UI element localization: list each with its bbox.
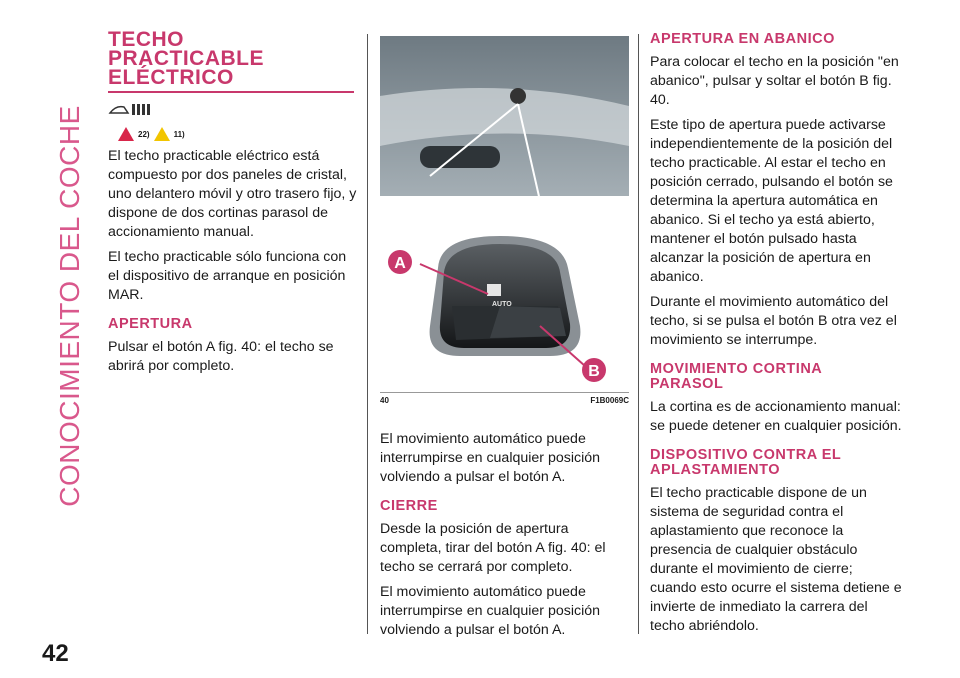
paragraph: El movimiento automático puede interrumpirse en cualquier posición volviendo a pulsar el botón A. xyxy=(380,431,601,485)
paragraph: La cortina es de accionamiento manual: se puede detener en cualquier posición. xyxy=(650,399,902,434)
figure-40-photo xyxy=(380,36,629,391)
paragraph: El techo practicable dispone de un sistema de seguridad contra el aplastamiento que reconoce la presencia de cualquier obstáculo durante el movimiento de cierre; cuando esto ocurre el sistema detiene e invierte de inmediato la carrera del techo abriéndolo. xyxy=(650,485,902,634)
paragraph: El techo practicable sólo funciona con el dispositivo de arranque en posición MAR. xyxy=(108,249,347,303)
column-divider xyxy=(638,34,639,634)
paragraph: Para colocar el techo en la posición "en abanico", pulsar y soltar el botón B fig. 40. xyxy=(650,54,899,108)
warning-icon xyxy=(118,127,134,141)
callout-a: A xyxy=(394,255,406,272)
column-left xyxy=(108,30,358,382)
heading-apertura-abanico: APERTURA EN ABANICO xyxy=(650,31,835,47)
sunroof-icon xyxy=(108,101,358,119)
heading-apertura: APERTURA xyxy=(108,316,193,332)
section-sidebar-title: CONOCIMIENTO DEL COCHE xyxy=(54,105,85,507)
heading-cortina-parasol: MOVIMIENTO CORTINA PARASOL xyxy=(650,361,823,392)
caption-rule xyxy=(380,392,629,393)
paragraph: Durante el movimiento automático del techo, si se pulsa el botón B otra vez el movimiento se interrumpe. xyxy=(650,294,897,348)
column-middle xyxy=(380,430,630,646)
page-title: TECHO PRACTICABLE ELÉCTRICO xyxy=(108,28,264,89)
paragraph: El movimiento automático puede interrumpirse en cualquier posición volviendo a pulsar el botón A. xyxy=(380,584,601,638)
paragraph: Desde la posición de apertura completa, tirar del botón A fig. 40: el techo se cerrará por completo. xyxy=(380,521,606,575)
paragraph: Pulsar el botón A fig. 40: el techo se abrirá por completo. xyxy=(108,339,334,374)
heading-cierre: CIERRE xyxy=(380,498,438,514)
title-rule xyxy=(108,91,354,93)
auto-label: AUTO xyxy=(492,301,512,308)
figure-caption: 40 F1B0069C xyxy=(380,396,629,405)
paragraph: Este tipo de apertura puede activarse independientemente de la posición del techo practicable. Al estar el techo en posición cerrado, pulsando el botón se determina la apertura automática en abanico. Si el techo ya está abierto, mantener el botón pulsado hasta alcanzar la posición de apertura en abanico. xyxy=(650,117,893,285)
page-number: 42 xyxy=(42,640,69,667)
column-right xyxy=(650,32,902,642)
paragraph: El techo practicable eléctrico está compuesto por dos paneles de cristal, uno delantero móvil y otro trasero fijo, y dispone de dos cortinas parasol de accionamiento manual. xyxy=(108,148,357,240)
column-divider xyxy=(367,34,368,634)
callout-b: B xyxy=(588,363,600,380)
warning-references: 22) 11) xyxy=(118,127,358,141)
caution-icon xyxy=(154,127,170,141)
heading-antiaplastamiento: DISPOSITIVO CONTRA EL APLASTAMIENTO xyxy=(650,447,842,478)
